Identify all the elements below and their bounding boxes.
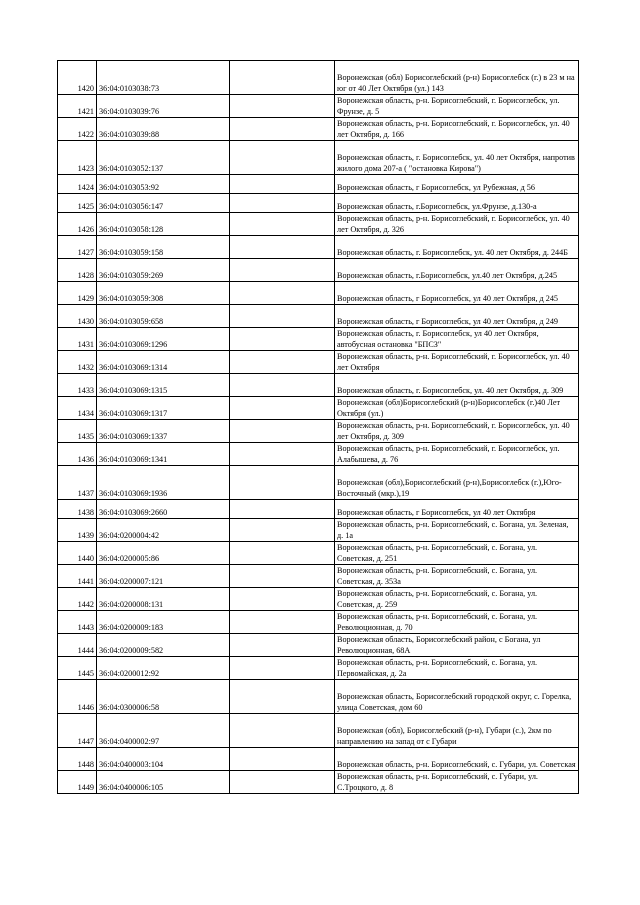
cadastral-number: 36:04:0103069:1296 — [97, 328, 230, 351]
cadastral-number: 36:04:0103039:76 — [97, 95, 230, 118]
row-number: 1448 — [58, 748, 97, 771]
empty-cell — [230, 194, 335, 213]
empty-cell — [230, 213, 335, 236]
table-row — [58, 236, 579, 259]
registry-table-body — [58, 61, 579, 794]
row-number: 1423 — [58, 141, 97, 175]
row-number: 1430 — [58, 305, 97, 328]
address-cell: Воронежская область, р-н. Борисоглебский, с. Богана, ул. Первомайская, д. 2а — [335, 657, 579, 680]
table-row — [58, 351, 579, 374]
cadastral-number: 36:04:0200012:92 — [97, 657, 230, 680]
row-number: 1425 — [58, 194, 97, 213]
table-row — [58, 657, 579, 680]
empty-cell — [230, 466, 335, 500]
cadastral-number: 36:04:0103053:92 — [97, 175, 230, 194]
row-number: 1428 — [58, 259, 97, 282]
table-row — [58, 611, 579, 634]
empty-cell — [230, 305, 335, 328]
row-number: 1437 — [58, 466, 97, 500]
row-number: 1445 — [58, 657, 97, 680]
table-row — [58, 328, 579, 351]
document-page — [57, 60, 578, 794]
cadastral-number: 36:04:0200007:121 — [97, 565, 230, 588]
table-row — [58, 175, 579, 194]
table-row — [58, 420, 579, 443]
cadastral-number: 36:04:0103059:308 — [97, 282, 230, 305]
table-row — [58, 680, 579, 714]
cadastral-number: 36:04:0400003:104 — [97, 748, 230, 771]
address-cell: Воронежская область, р-н. Борисоглебский, с. Богана, ул. Советская, д. 353а — [335, 565, 579, 588]
empty-cell — [230, 680, 335, 714]
empty-cell — [230, 771, 335, 794]
empty-cell — [230, 95, 335, 118]
address-cell: Воронежская область, г. Борисоглебск, ул. 40 лет Октября, напротив жилого дома 207-а ( "остановка Кирова") — [335, 141, 579, 175]
row-number: 1421 — [58, 95, 97, 118]
cadastral-number: 36:04:0400006:105 — [97, 771, 230, 794]
row-number: 1436 — [58, 443, 97, 466]
row-number: 1429 — [58, 282, 97, 305]
row-number: 1435 — [58, 420, 97, 443]
address-cell: Воронежская область, р-н. Борисоглебский, с. Богана, ул. Советская, д. 251 — [335, 542, 579, 565]
table-row — [58, 443, 579, 466]
cadastral-number: 36:04:0103069:2660 — [97, 500, 230, 519]
table-row — [58, 519, 579, 542]
row-number: 1449 — [58, 771, 97, 794]
address-cell: Воронежская область, г Борисоглебск, ул Рубежная, д 56 — [335, 175, 579, 194]
row-number: 1434 — [58, 397, 97, 420]
cadastral-number: 36:04:0103058:128 — [97, 213, 230, 236]
empty-cell — [230, 259, 335, 282]
empty-cell — [230, 519, 335, 542]
empty-cell — [230, 397, 335, 420]
address-cell: Воронежская область, р-н. Борисоглебский, с. Богана, ул. Зеленая, д. 1а — [335, 519, 579, 542]
cadastral-number: 36:04:0103052:137 — [97, 141, 230, 175]
cadastral-number: 36:04:0103059:658 — [97, 305, 230, 328]
empty-cell — [230, 443, 335, 466]
empty-cell — [230, 588, 335, 611]
empty-cell — [230, 118, 335, 141]
cadastral-number: 36:04:0200004:42 — [97, 519, 230, 542]
cadastral-number: 36:04:0103069:1337 — [97, 420, 230, 443]
address-cell: Воронежская (обл), Борисоглебский (р-н), Губари (с.), 2км по направлению на запад от с Губари — [335, 714, 579, 748]
address-cell: Воронежская область, р-н. Борисоглебский, г. Борисоглебск, ул. Алабышева, д. 76 — [335, 443, 579, 466]
row-number: 1431 — [58, 328, 97, 351]
table-row — [58, 397, 579, 420]
address-cell: Воронежская область, г Борисоглебск, ул 40 лет Октября, д 245 — [335, 282, 579, 305]
empty-cell — [230, 611, 335, 634]
cadastral-number: 36:04:0103069:1317 — [97, 397, 230, 420]
cadastral-number: 36:04:0103069:1315 — [97, 374, 230, 397]
table-row — [58, 748, 579, 771]
address-cell: Воронежская область, г. Борисоглебск, ул 40 лет Октября, автобусная остановка "БПСЗ" — [335, 328, 579, 351]
address-cell: Воронежская область, р-н. Борисоглебский, г. Борисоглебск, ул. 40 лет Октября, д. 166 — [335, 118, 579, 141]
table-row — [58, 714, 579, 748]
address-cell: Воронежская область, Борисоглебский городской округ, с. Горелка, улица Советская, дом 60 — [335, 680, 579, 714]
cadastral-number: 36:04:0103039:88 — [97, 118, 230, 141]
empty-cell — [230, 236, 335, 259]
empty-cell — [230, 714, 335, 748]
cadastral-number: 36:04:0103069:1936 — [97, 466, 230, 500]
row-number: 1426 — [58, 213, 97, 236]
table-row — [58, 466, 579, 500]
row-number: 1427 — [58, 236, 97, 259]
row-number: 1422 — [58, 118, 97, 141]
address-cell: Воронежская область, г Борисоглебск, ул 40 лет Октября, д 249 — [335, 305, 579, 328]
row-number: 1439 — [58, 519, 97, 542]
table-row — [58, 374, 579, 397]
table-row — [58, 141, 579, 175]
row-number: 1433 — [58, 374, 97, 397]
empty-cell — [230, 282, 335, 305]
address-cell: Воронежская область, р-н. Борисоглебский, г. Борисоглебск, ул. 40 лет Октября, д. 326 — [335, 213, 579, 236]
empty-cell — [230, 657, 335, 680]
cadastral-number: 36:04:0103056:147 — [97, 194, 230, 213]
table-row — [58, 542, 579, 565]
table-row — [58, 282, 579, 305]
address-cell: Воронежская (обл) Борисоглебский (р-н) Борисоглебск (г.) в 23 м на юг от 40 Лет Октября (ул.) 143 — [335, 61, 579, 95]
address-cell: Воронежская область, р-н. Борисоглебский, с. Губари, ул. Советская — [335, 748, 579, 771]
row-number: 1438 — [58, 500, 97, 519]
empty-cell — [230, 175, 335, 194]
address-cell: Воронежская область, р-н. Борисоглебский, с. Богана, ул. Революционная, д. 70 — [335, 611, 579, 634]
address-cell: Воронежская область, Борисоглебский район, с Богана, ул Революционная, 68А — [335, 634, 579, 657]
address-cell: Воронежская (обл),Борисоглебский (р-н),Борисоглебск (г.),Юго-Восточный (мкр.),19 — [335, 466, 579, 500]
empty-cell — [230, 748, 335, 771]
address-cell: Воронежская область, г Борисоглебск, ул 40 лет Октября — [335, 500, 579, 519]
address-cell: Воронежская область, г. Борисоглебск, ул. 40 лет Октября, д. 309 — [335, 374, 579, 397]
row-number: 1446 — [58, 680, 97, 714]
row-number: 1442 — [58, 588, 97, 611]
cadastral-number: 36:04:0400002:97 — [97, 714, 230, 748]
address-cell: Воронежская область, р-н. Борисоглебский, с. Богана, ул. Советская, д. 259 — [335, 588, 579, 611]
row-number: 1443 — [58, 611, 97, 634]
registry-table — [57, 60, 579, 794]
empty-cell — [230, 565, 335, 588]
cadastral-number: 36:04:0200009:183 — [97, 611, 230, 634]
row-number: 1432 — [58, 351, 97, 374]
row-number: 1441 — [58, 565, 97, 588]
cadastral-number: 36:04:0200008:131 — [97, 588, 230, 611]
row-number: 1420 — [58, 61, 97, 95]
table-row — [58, 771, 579, 794]
address-cell: Воронежская область, р-н. Борисоглебский, г. Борисоглебск, ул. Фрунзе, д. 5 — [335, 95, 579, 118]
row-number: 1444 — [58, 634, 97, 657]
table-row — [58, 194, 579, 213]
address-cell: Воронежская область, р-н. Борисоглебский, г. Борисоглебск, ул. 40 лет Октября, д. 309 — [335, 420, 579, 443]
address-cell: Воронежская (обл)Борисоглебский (р-н)Борисоглебск (г.)40 Лет Октября (ул.) — [335, 397, 579, 420]
cadastral-number: 36:04:0200009:582 — [97, 634, 230, 657]
address-cell: Воронежская область, р-н. Борисоглебский, с. Губари, ул. С.Троцкого, д. 8 — [335, 771, 579, 794]
table-row — [58, 500, 579, 519]
row-number: 1424 — [58, 175, 97, 194]
empty-cell — [230, 500, 335, 519]
address-cell: Воронежская область, р-н. Борисоглебский, г. Борисоглебск, ул. 40 лет Октября — [335, 351, 579, 374]
empty-cell — [230, 351, 335, 374]
cadastral-number: 36:04:0200005:86 — [97, 542, 230, 565]
cadastral-number: 36:04:0103059:269 — [97, 259, 230, 282]
table-row — [58, 259, 579, 282]
cadastral-number: 36:04:0103059:158 — [97, 236, 230, 259]
cadastral-number: 36:04:0103069:1341 — [97, 443, 230, 466]
empty-cell — [230, 420, 335, 443]
empty-cell — [230, 61, 335, 95]
empty-cell — [230, 634, 335, 657]
row-number: 1440 — [58, 542, 97, 565]
table-row — [58, 565, 579, 588]
table-row — [58, 61, 579, 95]
cadastral-number: 36:04:0103038:73 — [97, 61, 230, 95]
address-cell: Воронежская область, г.Борисоглебск, ул.40 лет Октября, д.245 — [335, 259, 579, 282]
address-cell: Воронежская область, г.Борисоглебск, ул.Фрунзе, д.130-а — [335, 194, 579, 213]
cadastral-number: 36:04:0103069:1314 — [97, 351, 230, 374]
table-row — [58, 305, 579, 328]
table-row — [58, 213, 579, 236]
empty-cell — [230, 374, 335, 397]
table-row — [58, 634, 579, 657]
cadastral-number: 36:04:0300006:58 — [97, 680, 230, 714]
table-row — [58, 588, 579, 611]
empty-cell — [230, 141, 335, 175]
empty-cell — [230, 542, 335, 565]
address-cell: Воронежская область, г. Борисоглебск, ул. 40 лет Октября, д. 244Б — [335, 236, 579, 259]
table-row — [58, 95, 579, 118]
table-row — [58, 118, 579, 141]
empty-cell — [230, 328, 335, 351]
row-number: 1447 — [58, 714, 97, 748]
